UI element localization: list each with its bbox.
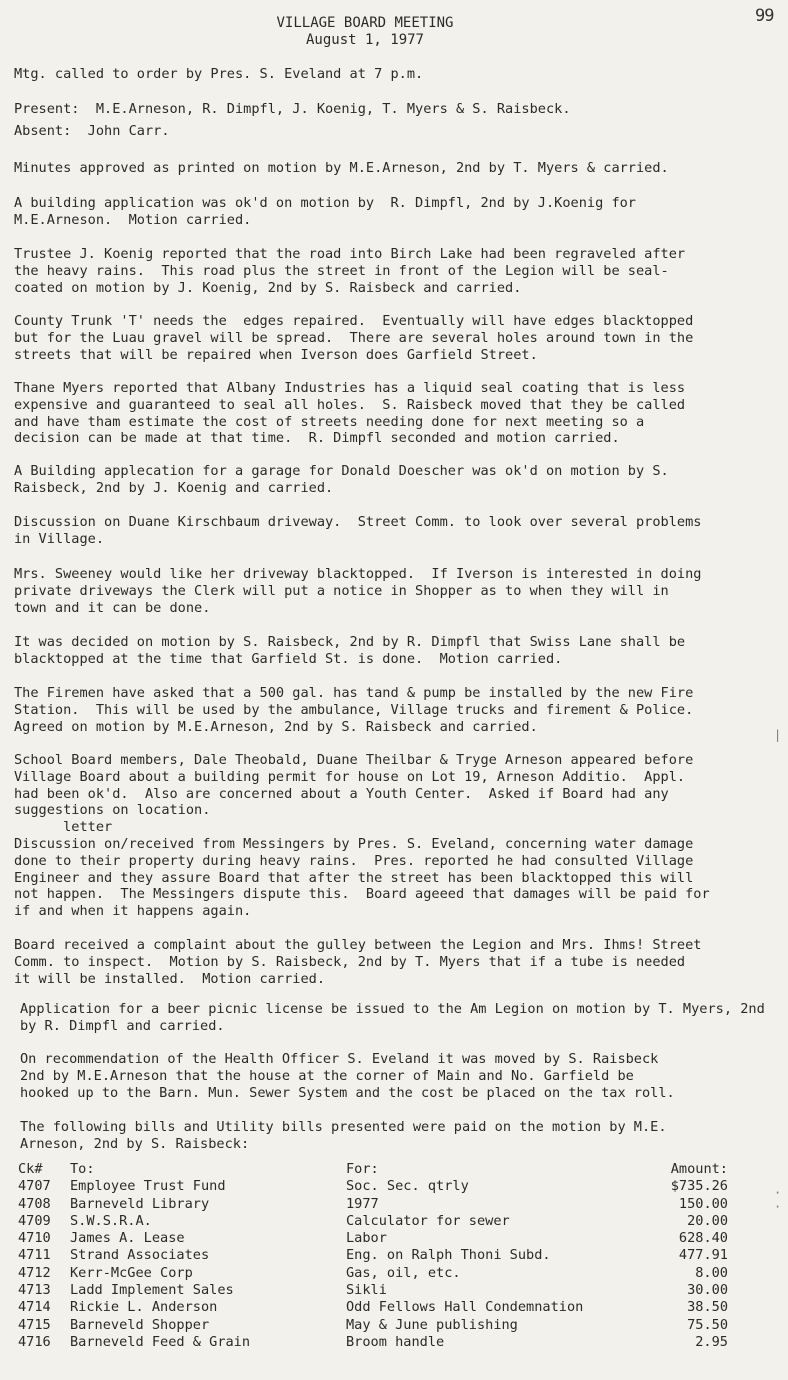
amount: 75.50 (687, 1316, 728, 1333)
paragraph-health-officer: On recommendation of the Health Officer S. Eveland it was moved by S. Raisbeck 2nd by M.E.Arneson that the house at the corner of Main and No. Garfield be hooked up to the Barn. Mun. Sewer System and the cost be placed on the tax roll. (20, 1051, 675, 1101)
check-number: 4710 (18, 1230, 51, 1247)
paragraph-building-application: A building application was ok'd on motion by R. Dimpfl, 2nd by J.Koenig for M.E.Arneson. Motion carried. (14, 195, 636, 228)
bills-header-row (18, 1161, 758, 1178)
header-for: For: (346, 1161, 379, 1177)
purpose: Sikli (346, 1282, 387, 1299)
check-number: 4713 (18, 1282, 51, 1299)
payee: Barneveld Feed & Grain (70, 1333, 251, 1350)
paragraph-gulley-complaint: Board received a complaint about the gulley between the Legion and Mrs. Ihms! Street Comm. to inspect. Motion by S. Raisbeck, 2nd by T. Myers that if a tube is needed it will be installed. Motion carried. (14, 937, 702, 987)
paragraph-albany-industries: Thane Myers reported that Albany Industries has a liquid seal coating that is less expensive and guaranteed to seal all holes. S. Raisbeck moved that they be called and have tham estimate the cost of streets needing done for next meeting so a decision can be made at that time. R. Dimpfl seconded and motion carried. (14, 380, 686, 447)
margin-mark: | (774, 728, 782, 742)
paragraph-swiss-lane: It was decided on motion by S. Raisbeck, 2nd by R. Dimpfl that Swiss Lane shall be blacktopped at the time that Garfield St. is done. Motion carried. (14, 634, 686, 667)
check-number: 4715 (18, 1316, 51, 1333)
table-row (18, 1196, 758, 1213)
amount: $735.26 (670, 1178, 728, 1195)
paragraph-firemen: The Firemen have asked that a 500 gal. has tand & pump be installed by the new Fire Station. This will be used by the ambulance, Village trucks and firement & Police. Agreed on motion by M.E.Arneson, 2nd by S. Raisbeck and carried. (14, 685, 694, 735)
table-row (18, 1334, 758, 1351)
page-number: 99 (755, 6, 774, 26)
payee: Kerr-McGee Corp (70, 1264, 193, 1281)
paragraph-beer-license: Application for a beer picnic license be issued to the Am Legion on motion by T. Myers, 2nd by R. Dimpfl and carried. (20, 1001, 765, 1034)
bills-table (18, 1161, 758, 1351)
header-to: To: (70, 1161, 95, 1177)
table-row (18, 1230, 758, 1247)
check-number: 4707 (18, 1178, 51, 1195)
amount: 628.40 (678, 1230, 728, 1247)
purpose: Calculator for sewer (346, 1212, 510, 1229)
amount: 150.00 (678, 1195, 728, 1212)
check-number: 4711 (18, 1247, 51, 1264)
payee: Barneveld Library (70, 1195, 210, 1212)
margin-mark: · (774, 1186, 782, 1200)
check-number: 4709 (18, 1212, 51, 1229)
paragraph-birch-lake-road: Trustee J. Koenig reported that the road into Birch Lake had been regraveled after the heavy rains. This road plus the street in front of the Legion will be seal- coated on motion by J. Koenig, 2nd by S. Raisbeck and carried. (14, 246, 686, 296)
paragraph-garage-application: A Building applecation for a garage for Donald Doescher was ok'd on motion by S. Raisbeck, 2nd by J. Koenig and carried. (14, 463, 669, 496)
margin-mark: · (774, 1200, 782, 1214)
check-number: 4708 (18, 1195, 51, 1212)
header-ck: Ck# (18, 1161, 43, 1177)
amount: 30.00 (687, 1282, 728, 1299)
paragraph-school-board: School Board members, Dale Theobald, Duane Theilbar & Tryge Arneson appeared before Village Board about a building permit for house on Lot 19, Arneson Additio. Appl. had been ok'd. Also are concerned about a Youth Center. Asked if Board had any suggestions on location. letter Discussion on/received from Messingers by Pres. S. Eveland, concerning water damage done to their property during heavy rains. Pres. reported he had consulted Village Engineer and they assure Board that after the street has been blacktopped this will not happen. The Messingers dispute this. Board ageeed that damages will be paid for if and when it happens again. (14, 752, 710, 920)
purpose: Odd Fellows Hall Condemnation (346, 1299, 584, 1316)
paragraph-county-trunk: County Trunk 'T' needs the edges repaired. Eventually will have edges blacktopped but for the Luau gravel will be spread. There are several holes around town in the streets that will be repaired when Iverson does Garfield Street. (14, 313, 694, 363)
paragraph-sweeney-driveway: Mrs. Sweeney would like her driveway blacktopped. If Iverson is interested in doing private driveways the Clerk will put a notice in Shopper as to when they will in town and it can be done. (14, 566, 702, 616)
payee: Rickie L. Anderson (70, 1299, 218, 1316)
table-row (18, 1178, 758, 1195)
payee: James A. Lease (70, 1230, 185, 1247)
table-row (18, 1299, 758, 1316)
paragraph-driveway-discussion: Discussion on Duane Kirschbaum driveway. Street Comm. to look over several problems in Village. (14, 514, 702, 547)
table-row (18, 1247, 758, 1264)
purpose: Soc. Sec. qtrly (346, 1178, 469, 1195)
payee: Strand Associates (70, 1247, 210, 1264)
paragraph-call-to-order: Mtg. called to order by Pres. S. Eveland at 7 p.m. (14, 66, 424, 82)
document-header (0, 15, 730, 49)
meeting-title: VILLAGE BOARD MEETING (276, 15, 454, 31)
table-row (18, 1282, 758, 1299)
payee: Barneveld Shopper (70, 1316, 210, 1333)
purpose: Eng. on Ralph Thoni Subd. (346, 1247, 551, 1264)
paragraph-absent: Absent: John Carr. (14, 123, 170, 139)
purpose: 1977 (346, 1195, 379, 1212)
amount: 20.00 (687, 1212, 728, 1229)
table-row (18, 1317, 758, 1334)
purpose: May & June publishing (346, 1316, 518, 1333)
payee: Employee Trust Fund (70, 1178, 226, 1195)
header-amount: Amount: (670, 1161, 728, 1177)
payee: S.W.S.R.A. (70, 1212, 152, 1229)
amount: 2.95 (695, 1333, 728, 1350)
paragraph-present: Present: M.E.Arneson, R. Dimpfl, J. Koenig, T. Myers & S. Raisbeck. (14, 101, 571, 117)
paragraph-minutes: Minutes approved as printed on motion by M.E.Arneson, 2nd by T. Myers & carried. (14, 160, 669, 176)
amount: 38.50 (687, 1299, 728, 1316)
amount: 477.91 (678, 1247, 728, 1264)
check-number: 4714 (18, 1299, 51, 1316)
amount: 8.00 (695, 1264, 728, 1281)
meeting-date: August 1, 1977 (305, 32, 424, 48)
check-number: 4716 (18, 1333, 51, 1350)
paragraph-bills-intro: The following bills and Utility bills presented were paid on the motion by M.E. Arneson, 2nd by S. Raisbeck: (20, 1119, 667, 1152)
payee: Ladd Implement Sales (70, 1282, 234, 1299)
purpose: Broom handle (346, 1333, 445, 1350)
table-row (18, 1265, 758, 1282)
check-number: 4712 (18, 1264, 51, 1281)
table-row (18, 1213, 758, 1230)
purpose: Labor (346, 1230, 387, 1247)
purpose: Gas, oil, etc. (346, 1264, 461, 1281)
